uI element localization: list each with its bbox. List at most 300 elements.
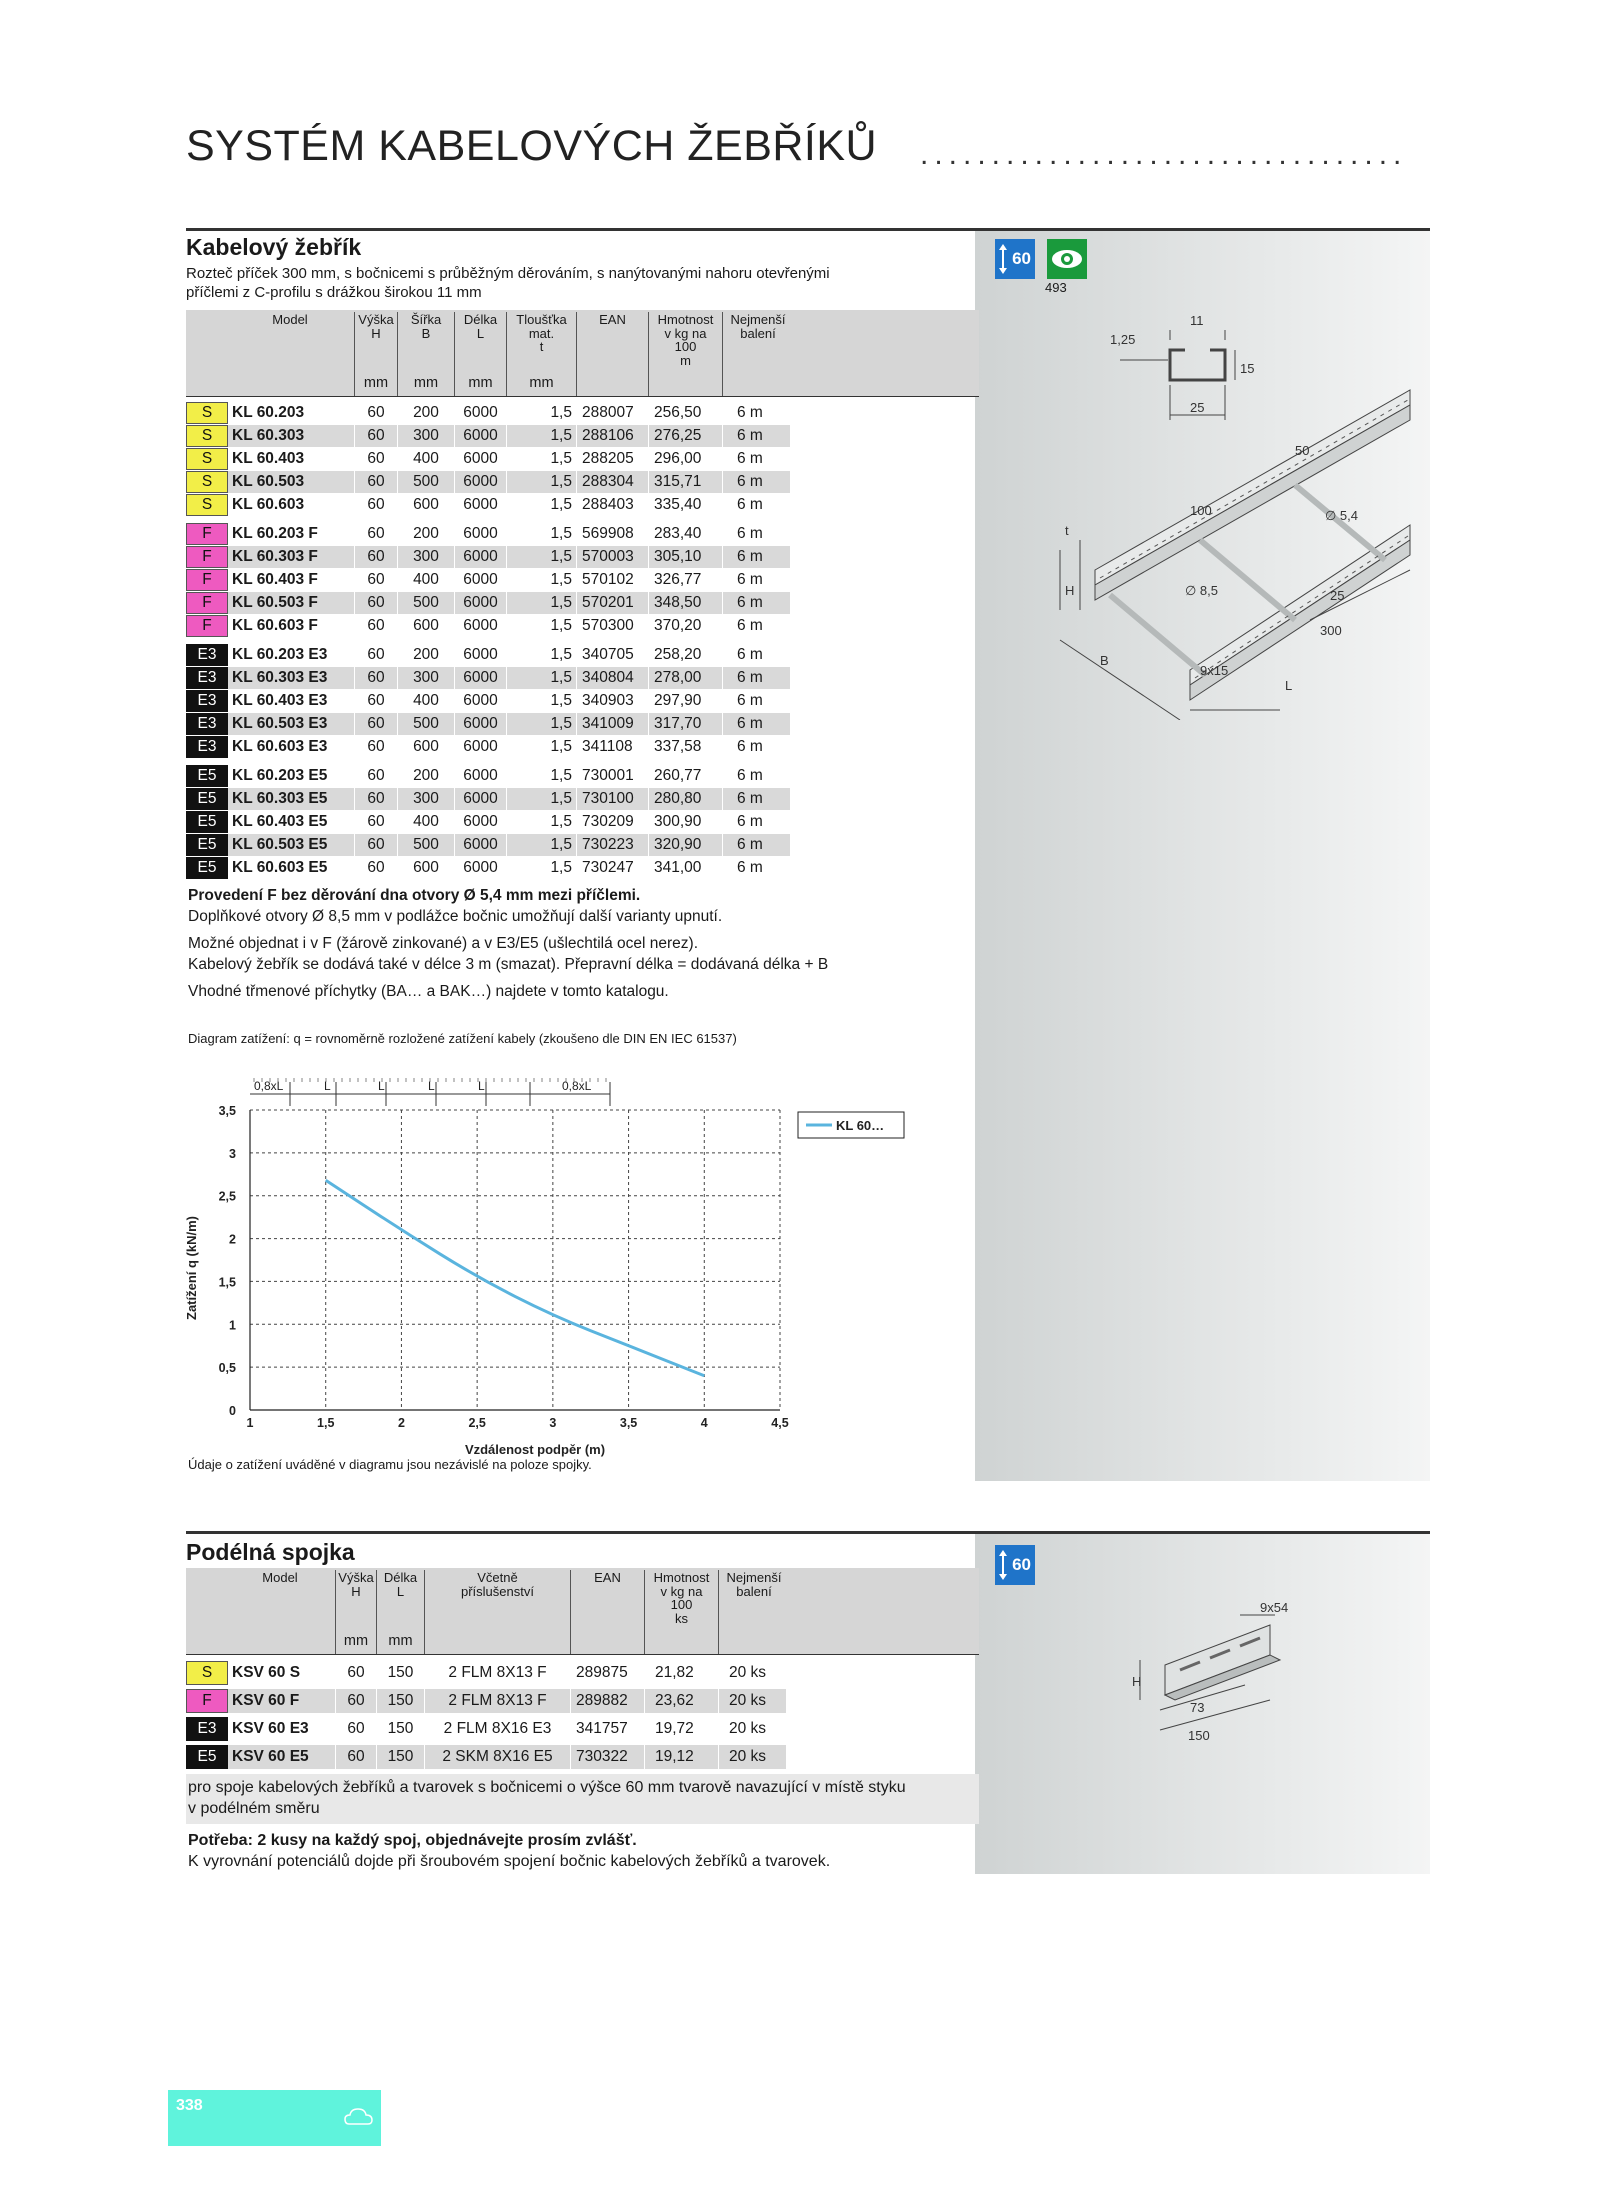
table-row bbox=[186, 811, 790, 833]
cell-b: 600 bbox=[397, 857, 454, 879]
cell-l: 6000 bbox=[454, 592, 506, 614]
col-width: Šířka B bbox=[410, 312, 442, 341]
cell-t: 1,5 bbox=[506, 546, 576, 568]
cloud-icon bbox=[343, 2104, 375, 2132]
table-row bbox=[186, 523, 790, 545]
cell-kg: 297,90 bbox=[648, 690, 722, 712]
cell-kg: 21,82 bbox=[644, 1661, 718, 1685]
cell-model: KL 60.203 E3 bbox=[232, 646, 328, 663]
cell-model: KL 60.303 F bbox=[232, 548, 318, 565]
svg-text:15: 15 bbox=[1240, 361, 1255, 376]
cell-model: KL 60.303 E5 bbox=[232, 790, 328, 807]
cell-t: 1,5 bbox=[506, 690, 576, 712]
cell-b: 400 bbox=[397, 811, 454, 833]
col-length: Délka L bbox=[383, 1570, 418, 1599]
span-label: L bbox=[428, 1079, 435, 1093]
table-row bbox=[186, 857, 790, 879]
cell-l: 6000 bbox=[454, 713, 506, 735]
cell-t: 1,5 bbox=[506, 592, 576, 614]
cell-l: 6000 bbox=[454, 546, 506, 568]
svg-text:73: 73 bbox=[1190, 1700, 1205, 1715]
cell-b: 300 bbox=[397, 546, 454, 568]
svg-text:25: 25 bbox=[1190, 400, 1205, 415]
table-row bbox=[186, 788, 790, 810]
table-header-rule bbox=[186, 396, 979, 397]
cell-h: 60 bbox=[354, 644, 397, 666]
cell-t: 1,5 bbox=[506, 736, 576, 758]
section-title: Podélná spojka bbox=[186, 1539, 355, 1565]
cell-ean: 569908 bbox=[576, 523, 648, 545]
title-dots: .................................. bbox=[920, 138, 1408, 171]
cell-h: 60 bbox=[354, 402, 397, 424]
cell-pack: 6 m bbox=[722, 834, 788, 856]
material-badge: S bbox=[186, 494, 228, 516]
span-label: 0,8xL bbox=[562, 1079, 592, 1093]
cell-model: KSV 60 S bbox=[232, 1664, 301, 1681]
cell-pack: 6 m bbox=[722, 425, 788, 447]
svg-text:9x15: 9x15 bbox=[1200, 663, 1229, 678]
cable-ladder-drawing bbox=[1040, 310, 1430, 720]
col-model: Model bbox=[272, 312, 308, 327]
cell-ean: 570102 bbox=[576, 569, 648, 591]
cell-acc: 2 SKM 8X16 E5 bbox=[424, 1745, 570, 1769]
cell-ean: 730322 bbox=[570, 1745, 644, 1769]
unit-mm: mm bbox=[388, 1633, 413, 1649]
cell-ean: 730209 bbox=[576, 811, 648, 833]
cell-model: KL 60.503 E5 bbox=[232, 836, 328, 853]
cell-h: 60 bbox=[354, 713, 397, 735]
table-row bbox=[186, 448, 790, 470]
page-number: 338 bbox=[176, 2097, 203, 2114]
page-title: SYSTÉM KABELOVÝCH ŽEBŘÍKŮ bbox=[186, 122, 878, 170]
cell-kg: 260,77 bbox=[648, 765, 722, 787]
cell-acc: 2 FLM 8X13 F bbox=[424, 1661, 570, 1685]
cell-kg: 370,20 bbox=[648, 615, 722, 637]
cell-model: KL 60.403 F bbox=[232, 571, 318, 588]
cell-h: 60 bbox=[354, 765, 397, 787]
material-badge: E3 bbox=[186, 1717, 228, 1741]
cell-t: 1,5 bbox=[506, 713, 576, 735]
cell-b: 600 bbox=[397, 494, 454, 516]
cell-kg: 280,80 bbox=[648, 788, 722, 810]
svg-text:1,25: 1,25 bbox=[1110, 332, 1136, 347]
cell-h: 60 bbox=[354, 471, 397, 493]
cell-pack: 6 m bbox=[722, 644, 788, 666]
cell-l: 6000 bbox=[454, 736, 506, 758]
cell-b: 200 bbox=[397, 402, 454, 424]
cell-b: 600 bbox=[397, 736, 454, 758]
cell-b: 500 bbox=[397, 713, 454, 735]
cell-h: 60 bbox=[354, 592, 397, 614]
cell-ean: 340903 bbox=[576, 690, 648, 712]
col-thickness: Tloušťka mat. t bbox=[516, 312, 567, 354]
cell-model: KL 60.203 bbox=[232, 404, 305, 421]
cell-pack: 20 ks bbox=[718, 1689, 784, 1713]
cell-acc: 2 FLM 8X16 E3 bbox=[424, 1717, 570, 1741]
cell-model: KL 60.203 E5 bbox=[232, 767, 328, 784]
cell-model: KL 60.403 E3 bbox=[232, 692, 328, 709]
cell-h: 60 bbox=[335, 1661, 376, 1685]
svg-text:∅ 8,5: ∅ 8,5 bbox=[1185, 583, 1219, 598]
cell-kg: 337,58 bbox=[648, 736, 722, 758]
x-tick-label: 1 bbox=[246, 1416, 254, 1430]
legend-label: KL 60… bbox=[836, 1118, 885, 1133]
y-tick-label: 0 bbox=[229, 1404, 236, 1418]
cell-model: KL 60.603 bbox=[232, 496, 305, 513]
material-badge: E5 bbox=[186, 788, 228, 810]
svg-text:H: H bbox=[1132, 1674, 1142, 1689]
cell-t: 1,5 bbox=[506, 425, 576, 447]
cell-b: 300 bbox=[397, 425, 454, 447]
col-pack: Nejmenší balení bbox=[726, 1570, 782, 1599]
cell-h: 60 bbox=[354, 667, 397, 689]
cell-l: 6000 bbox=[454, 765, 506, 787]
cell-h: 60 bbox=[354, 615, 397, 637]
cell-ean: 341757 bbox=[570, 1717, 644, 1741]
svg-text:300: 300 bbox=[1320, 623, 1342, 638]
y-tick-label: 3 bbox=[229, 1146, 236, 1161]
svg-text:B: B bbox=[1100, 653, 1109, 668]
cell-b: 200 bbox=[397, 644, 454, 666]
cell-pack: 6 m bbox=[722, 448, 788, 470]
unit-mm: mm bbox=[529, 375, 554, 391]
table-row bbox=[186, 667, 790, 689]
table-row bbox=[186, 1717, 786, 1741]
cell-kg: 341,00 bbox=[648, 857, 722, 879]
series-line bbox=[326, 1180, 705, 1375]
cell-h: 60 bbox=[354, 736, 397, 758]
material-badge: E5 bbox=[186, 765, 228, 787]
cell-l: 6000 bbox=[454, 788, 506, 810]
cell-ean: 341108 bbox=[576, 736, 648, 758]
cell-h: 60 bbox=[335, 1717, 376, 1741]
span-label: 0,8xL bbox=[254, 1079, 284, 1093]
col-ean: EAN bbox=[599, 312, 626, 327]
cell-l: 6000 bbox=[454, 667, 506, 689]
span-label: L bbox=[324, 1079, 331, 1093]
cell-pack: 6 m bbox=[722, 811, 788, 833]
section-description: Rozteč příček 300 mm, s bočnicemi s průběžným děrováním, s nanýtovanými nahoru otevřenými příčlemi z C-profilu s drážkou širokou 11 mm bbox=[186, 265, 830, 301]
x-tick-label: 2 bbox=[397, 1416, 405, 1430]
cell-l: 6000 bbox=[454, 857, 506, 879]
unit-mm: mm bbox=[468, 375, 493, 391]
chart-footnote: Údaje o zatížení uváděné v diagramu jsou nezávislé na poloze spojky. bbox=[188, 1457, 592, 1472]
cell-t: 1,5 bbox=[506, 857, 576, 879]
cell-kg: 315,71 bbox=[648, 471, 722, 493]
svg-text:25: 25 bbox=[1330, 588, 1345, 603]
joint-notes: Potřeba: 2 kusy na každý spoj, objednávejte prosím zvlášť. K vyrovnání potenciálů dojde při šroubovém spojení bočnic kabelových žebříků a tvarovek. bbox=[188, 1832, 831, 1870]
cell-t: 1,5 bbox=[506, 615, 576, 637]
svg-text:H: H bbox=[1065, 583, 1075, 598]
cell-b: 200 bbox=[397, 523, 454, 545]
cell-ean: 340705 bbox=[576, 644, 648, 666]
x-axis-label: Vzdálenost podpěr (m) bbox=[464, 1442, 606, 1457]
cell-l: 6000 bbox=[454, 690, 506, 712]
table-row bbox=[186, 736, 790, 758]
cell-pack: 6 m bbox=[722, 546, 788, 568]
ladder-notes: Provedení F bez děrování dna otvory Ø 5,4 mm mezi příčlemi. Doplňkové otvory Ø 8,5 mm v podlážce bočnic umožňují další varianty upnutí. Možné objednat i v F (žárově zinkované) a v E3/E5 (ušlechtilá ocel nerez). Kabelový žebřík se dodává také v délce 3 m (smazat). Přepravní délka = dodávaná délka + B Vhodné třmenové příchytky (BA… a BAK…) najdete v tomto katalogu. bbox=[188, 887, 829, 1000]
cell-h: 60 bbox=[354, 569, 397, 591]
cell-b: 300 bbox=[397, 788, 454, 810]
cell-model: KL 60.503 F bbox=[232, 594, 318, 611]
svg-text:11: 11 bbox=[1190, 313, 1204, 328]
svg-text:50: 50 bbox=[1295, 443, 1310, 458]
cell-h: 60 bbox=[354, 546, 397, 568]
cell-h: 60 bbox=[354, 494, 397, 516]
material-badge: F bbox=[186, 592, 228, 614]
cell-ean: 288304 bbox=[576, 471, 648, 493]
x-tick-label: 4,5 bbox=[771, 1416, 789, 1430]
material-badge: E3 bbox=[186, 667, 228, 689]
cell-ean: 570201 bbox=[576, 592, 648, 614]
table-row bbox=[186, 425, 790, 447]
cell-l: 6000 bbox=[454, 494, 506, 516]
cell-t: 1,5 bbox=[506, 667, 576, 689]
table-row bbox=[186, 713, 790, 735]
cell-l: 150 bbox=[376, 1661, 424, 1685]
cell-kg: 19,12 bbox=[644, 1745, 718, 1769]
material-badge: F bbox=[186, 569, 228, 591]
cell-pack: 20 ks bbox=[718, 1745, 784, 1769]
joint-description: pro spoje kabelových žebříků a tvarovek s bočnicemi o výšce 60 mm tvarově navazující v místě styku v podélném směru bbox=[188, 1779, 906, 1817]
cell-l: 6000 bbox=[454, 425, 506, 447]
cell-kg: 335,40 bbox=[648, 494, 722, 516]
cell-model: KL 60.403 bbox=[232, 450, 305, 467]
material-badge: E3 bbox=[186, 644, 228, 666]
unit-mm: mm bbox=[413, 375, 439, 391]
cell-t: 1,5 bbox=[506, 569, 576, 591]
cell-pack: 6 m bbox=[722, 569, 788, 591]
cell-l: 6000 bbox=[454, 471, 506, 493]
cell-t: 1,5 bbox=[506, 811, 576, 833]
cell-kg: 278,00 bbox=[648, 667, 722, 689]
cell-h: 60 bbox=[354, 523, 397, 545]
cell-ean: 289882 bbox=[570, 1689, 644, 1713]
cell-kg: 317,70 bbox=[648, 713, 722, 735]
material-badge: S bbox=[186, 448, 228, 470]
cell-t: 1,5 bbox=[506, 494, 576, 516]
cell-ean: 730223 bbox=[576, 834, 648, 856]
cell-l: 6000 bbox=[454, 448, 506, 470]
material-badge: E5 bbox=[186, 834, 228, 856]
cell-b: 500 bbox=[397, 471, 454, 493]
cell-ean: 570003 bbox=[576, 546, 648, 568]
y-axis-label: Zatížení q (kN/m) bbox=[184, 1215, 199, 1321]
height-60-icon: 60 bbox=[995, 239, 1035, 279]
cell-b: 400 bbox=[397, 569, 454, 591]
cell-b: 400 bbox=[397, 448, 454, 470]
cell-kg: 19,72 bbox=[644, 1717, 718, 1741]
cell-pack: 6 m bbox=[722, 690, 788, 712]
cell-pack: 6 m bbox=[722, 788, 788, 810]
cell-t: 1,5 bbox=[506, 788, 576, 810]
material-badge: E3 bbox=[186, 690, 228, 712]
cell-t: 1,5 bbox=[506, 523, 576, 545]
col-height: Výška H bbox=[358, 312, 394, 341]
cell-h: 60 bbox=[354, 425, 397, 447]
cell-ean: 730001 bbox=[576, 765, 648, 787]
material-badge: S bbox=[186, 471, 228, 493]
cell-h: 60 bbox=[354, 834, 397, 856]
material-badge: S bbox=[186, 402, 228, 424]
col-weight: Hmotnost v kg na 100 ks bbox=[653, 1570, 710, 1626]
material-badge: F bbox=[186, 1689, 228, 1713]
y-tick-label: 0,5 bbox=[218, 1361, 236, 1376]
height-60-icon: 60 bbox=[995, 1545, 1035, 1585]
material-badge: E3 bbox=[186, 713, 228, 735]
material-badge: E5 bbox=[186, 1745, 228, 1769]
cell-t: 1,5 bbox=[506, 765, 576, 787]
cell-ean: 341009 bbox=[576, 713, 648, 735]
section-title: Kabelový žebřík bbox=[186, 234, 362, 260]
cell-pack: 6 m bbox=[722, 402, 788, 424]
joint-drawing bbox=[1120, 1600, 1340, 1750]
cell-l: 150 bbox=[376, 1689, 424, 1713]
table-row bbox=[186, 834, 790, 856]
material-badge: E3 bbox=[186, 736, 228, 758]
table-row bbox=[186, 402, 790, 424]
material-badge: F bbox=[186, 546, 228, 568]
cell-kg: 305,10 bbox=[648, 546, 722, 568]
svg-text:∅ 5,4: ∅ 5,4 bbox=[1325, 508, 1359, 523]
cell-h: 60 bbox=[354, 788, 397, 810]
y-tick-label: 3,5 bbox=[218, 1104, 236, 1118]
col-weight: Hmotnost v kg na 100 m bbox=[657, 312, 714, 368]
cell-t: 1,5 bbox=[506, 644, 576, 666]
cell-kg: 320,90 bbox=[648, 834, 722, 856]
cell-ean: 340804 bbox=[576, 667, 648, 689]
cell-l: 6000 bbox=[454, 811, 506, 833]
cell-kg: 276,25 bbox=[648, 425, 722, 447]
cell-model: KL 60.603 F bbox=[232, 617, 318, 634]
cell-h: 60 bbox=[354, 811, 397, 833]
cell-kg: 296,00 bbox=[648, 448, 722, 470]
x-tick-label: 1,5 bbox=[317, 1416, 335, 1430]
y-tick-label: 1 bbox=[229, 1318, 236, 1333]
col-height: Výška H bbox=[338, 1570, 374, 1599]
col-model: Model bbox=[262, 1570, 298, 1585]
cell-kg: 283,40 bbox=[648, 523, 722, 545]
cell-ean: 288106 bbox=[576, 425, 648, 447]
cell-pack: 6 m bbox=[722, 857, 788, 879]
material-badge: F bbox=[186, 523, 228, 545]
cell-kg: 258,20 bbox=[648, 644, 722, 666]
cell-h: 60 bbox=[354, 690, 397, 712]
cell-pack: 6 m bbox=[722, 713, 788, 735]
table-row bbox=[186, 644, 790, 666]
cell-pack: 20 ks bbox=[718, 1661, 784, 1685]
cell-model: KL 60.303 E3 bbox=[232, 669, 328, 686]
cell-t: 1,5 bbox=[506, 834, 576, 856]
x-tick-label: 4 bbox=[700, 1416, 708, 1430]
cell-acc: 2 FLM 8X13 F bbox=[424, 1689, 570, 1713]
cell-ean: 289875 bbox=[570, 1661, 644, 1685]
table-row bbox=[186, 1689, 786, 1713]
cell-model: KL 60.603 E5 bbox=[232, 859, 328, 876]
table-row bbox=[186, 765, 790, 787]
col-ean: EAN bbox=[594, 1570, 621, 1585]
cell-b: 300 bbox=[397, 667, 454, 689]
cell-h: 60 bbox=[335, 1689, 376, 1713]
cell-ean: 288007 bbox=[576, 402, 648, 424]
cell-model: KL 60.303 bbox=[232, 427, 305, 444]
cell-t: 1,5 bbox=[506, 471, 576, 493]
cell-pack: 6 m bbox=[722, 667, 788, 689]
material-badge: E5 bbox=[186, 811, 228, 833]
cell-pack: 6 m bbox=[722, 615, 788, 637]
cell-l: 6000 bbox=[454, 402, 506, 424]
cell-b: 500 bbox=[397, 834, 454, 856]
cell-model: KL 60.203 F bbox=[232, 525, 318, 542]
cell-l: 6000 bbox=[454, 615, 506, 637]
cell-l: 6000 bbox=[454, 523, 506, 545]
cell-ean: 288403 bbox=[576, 494, 648, 516]
span-label: L bbox=[378, 1079, 385, 1093]
table-row bbox=[186, 1745, 786, 1769]
table-row bbox=[186, 690, 790, 712]
table-row bbox=[186, 546, 790, 568]
x-tick-label: 3,5 bbox=[619, 1416, 638, 1430]
cell-ean: 730247 bbox=[576, 857, 648, 879]
cell-l: 6000 bbox=[454, 834, 506, 856]
cell-l: 150 bbox=[376, 1717, 424, 1741]
x-tick-label: 2,5 bbox=[468, 1416, 486, 1430]
cell-model: KL 60.503 E3 bbox=[232, 715, 328, 732]
table-row bbox=[186, 494, 790, 516]
cell-kg: 300,90 bbox=[648, 811, 722, 833]
cell-pack: 6 m bbox=[722, 494, 788, 516]
cell-l: 6000 bbox=[454, 644, 506, 666]
table-header-rule bbox=[186, 1654, 979, 1655]
cell-model: KL 60.403 E5 bbox=[232, 813, 328, 830]
table-row bbox=[186, 592, 790, 614]
icon-ref-number: 493 bbox=[1045, 280, 1067, 295]
table-row bbox=[186, 471, 790, 493]
cell-l: 150 bbox=[376, 1745, 424, 1769]
cell-t: 1,5 bbox=[506, 402, 576, 424]
material-badge: F bbox=[186, 615, 228, 637]
x-tick-label: 3 bbox=[549, 1416, 557, 1430]
cell-t: 1,5 bbox=[506, 448, 576, 470]
cell-model: KL 60.603 E3 bbox=[232, 738, 328, 755]
svg-text:t: t bbox=[1065, 523, 1069, 538]
cell-kg: 23,62 bbox=[644, 1689, 718, 1713]
cell-model: KSV 60 F bbox=[232, 1692, 300, 1709]
cell-pack: 6 m bbox=[722, 736, 788, 758]
table-row bbox=[186, 1661, 786, 1685]
chart-caption: Diagram zatížení: q = rovnoměrně rozložené zatížení kabely (zkoušeno dle DIN EN IEC 61537) bbox=[188, 1031, 737, 1046]
cell-b: 200 bbox=[397, 765, 454, 787]
y-tick-label: 1,5 bbox=[218, 1275, 236, 1290]
col-length: Délka L bbox=[463, 312, 498, 341]
col-accessories: Včetně příslušenství bbox=[461, 1570, 534, 1599]
table-row bbox=[186, 615, 790, 637]
cell-h: 60 bbox=[354, 448, 397, 470]
cell-pack: 6 m bbox=[722, 471, 788, 493]
cell-l: 6000 bbox=[454, 569, 506, 591]
cell-pack: 6 m bbox=[722, 765, 788, 787]
table-row bbox=[186, 569, 790, 591]
material-badge: S bbox=[186, 425, 228, 447]
col-pack: Nejmenší balení bbox=[730, 312, 786, 341]
svg-text:9x54: 9x54 bbox=[1260, 1600, 1289, 1615]
cell-pack: 20 ks bbox=[718, 1717, 784, 1741]
cell-ean: 730100 bbox=[576, 788, 648, 810]
unit-mm: mm bbox=[343, 1633, 369, 1649]
cell-h: 60 bbox=[354, 857, 397, 879]
eye-icon bbox=[1047, 239, 1087, 279]
cell-model: KSV 60 E5 bbox=[232, 1748, 309, 1765]
